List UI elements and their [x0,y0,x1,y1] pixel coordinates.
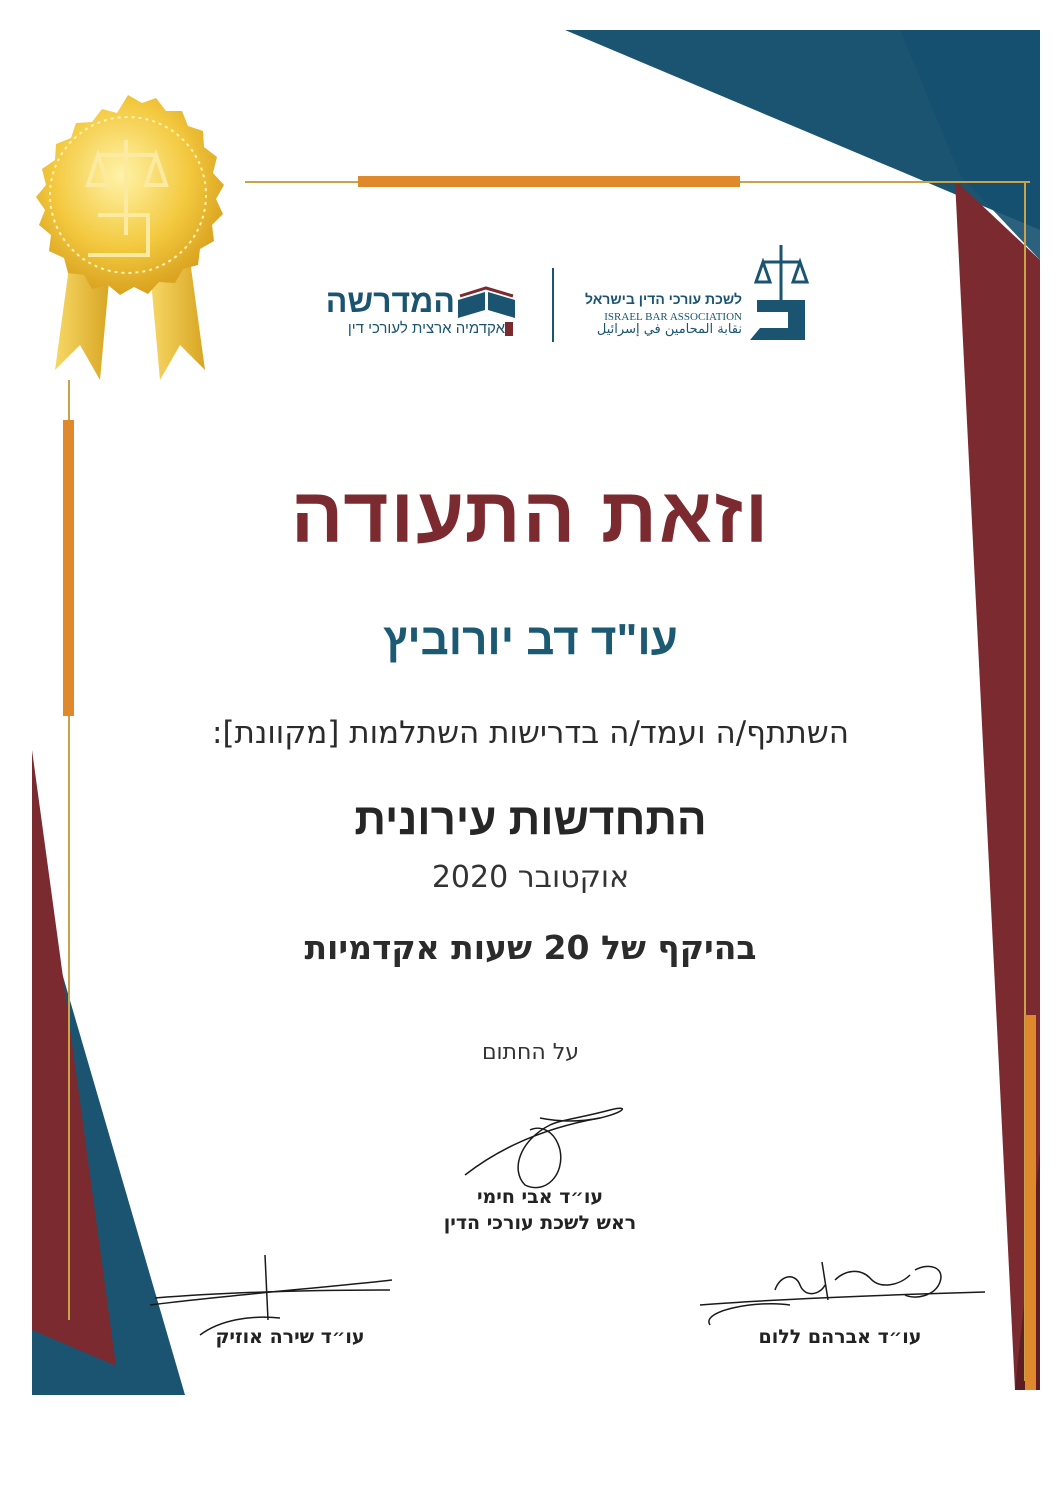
hamidrasha-name: המדרשה [325,283,455,319]
course-name: התחדשות עירונית [354,795,707,844]
bar-association-english: ISRAEL BAR ASSOCIATION [604,311,742,323]
course-date: אוקטובר 2020 [431,860,630,895]
recipient-name: עו"ד דב יורוביץ [383,615,678,664]
left-signatory-name: עו״ד שירה אוזיק [215,1326,365,1348]
completion-statement: השתתף/ה ועמד/ה בדרישות השתלמות [מקוונת]: [212,715,849,751]
certificate-title: וזאת התעודה [290,471,771,559]
bar-association-arabic: نقابة المحامين في إسرائيل [596,322,742,337]
course-scope: בהיקף של 20 שעות אקדמיות [304,928,757,967]
bar-association-hebrew: לשכת עורכי הדין בישראל [585,291,742,307]
hamidrasha-subtitle: אקדמיה ארצית לעורכי דין [347,320,505,337]
signed-label: על החתום [481,1040,580,1065]
center-signatory-role: ראש לשכת עורכי הדין [443,1212,637,1234]
center-signatory-name: עו״ד אבי חימי [476,1186,604,1208]
right-signatory-name: עו״ד אברהם ללום [758,1326,922,1348]
